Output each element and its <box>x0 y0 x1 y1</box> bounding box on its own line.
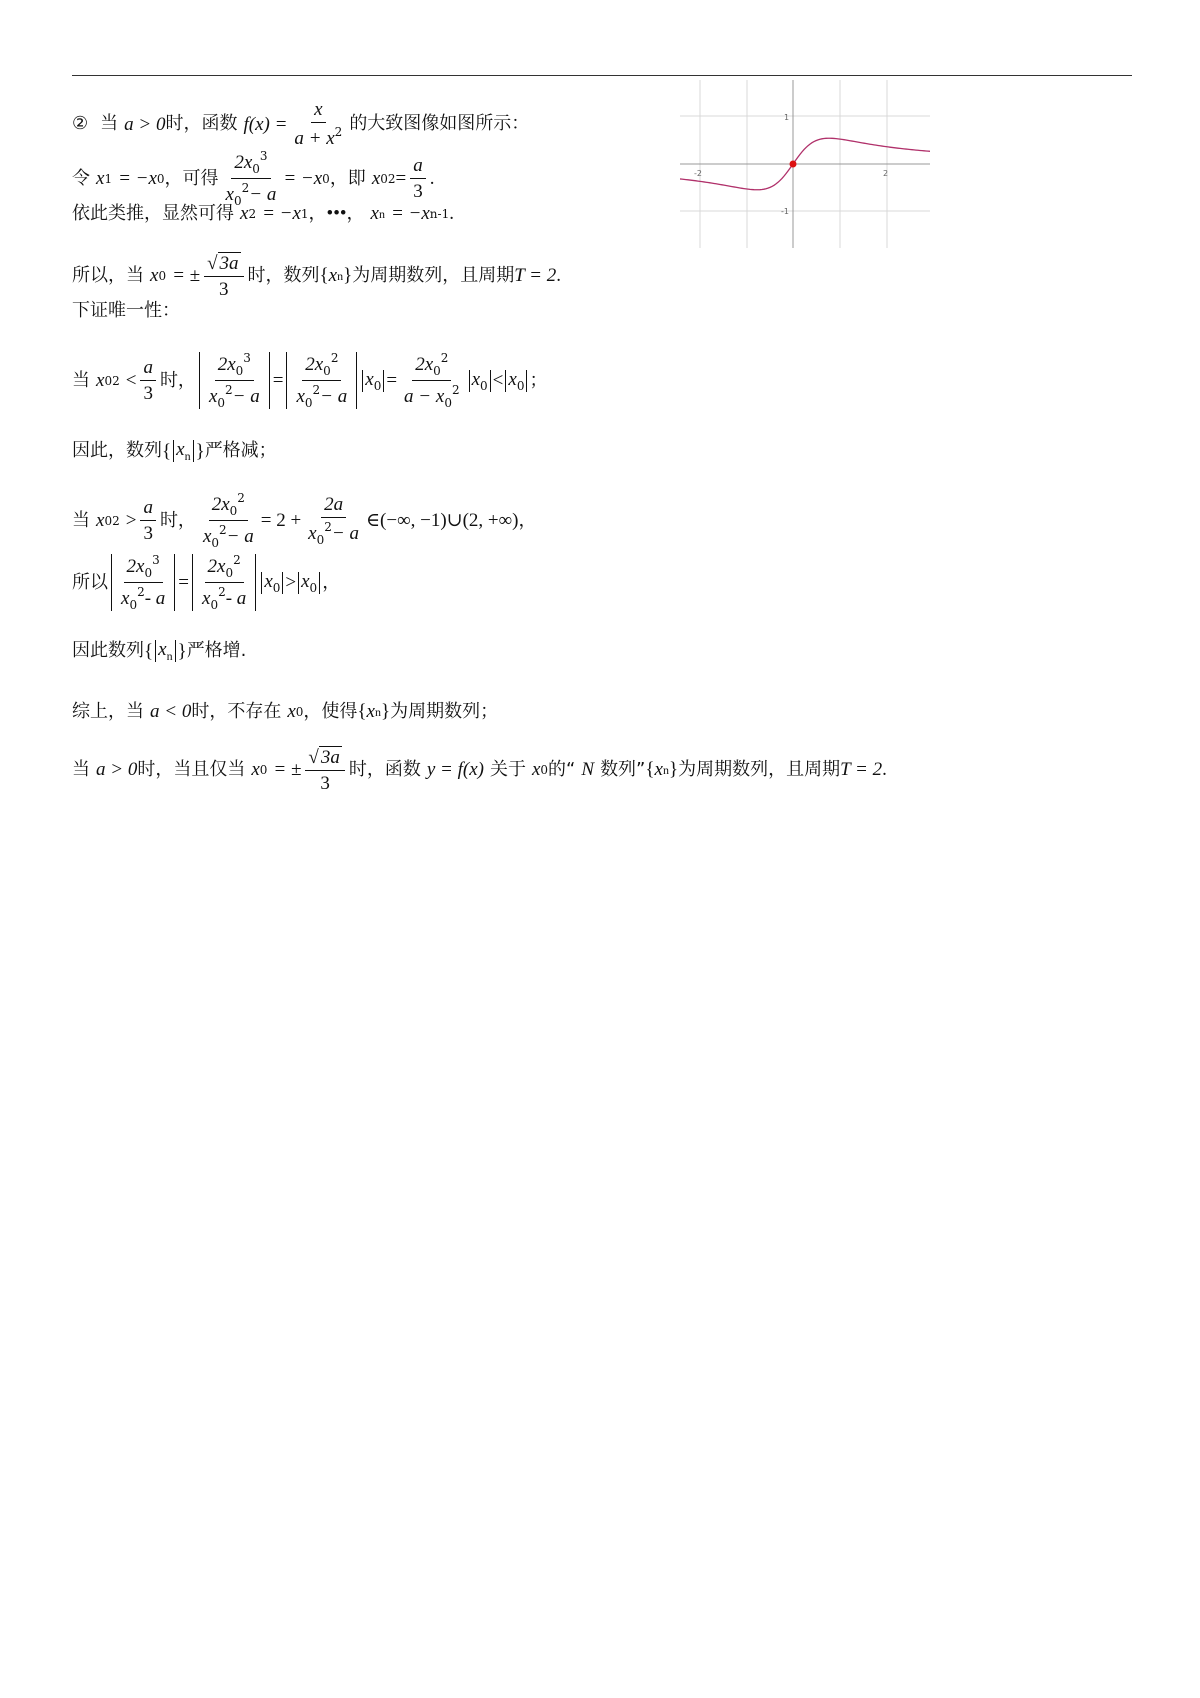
text: 当 <box>72 758 90 780</box>
line-3: 依此类推，显然可得 x 2 = −x 1 ， ••• ， x n = −x n-1 . <box>72 202 454 224</box>
text: 数列” <box>600 758 646 780</box>
text: 的“ <box>548 758 576 780</box>
fraction: $\frac{2x_0^3}{x_0^2- a}$ <box>225 149 277 208</box>
text: 时，数列 <box>247 264 320 286</box>
line-1 <box>72 100 529 148</box>
circled-number: ② <box>72 113 89 134</box>
text: 严格增. <box>186 640 247 661</box>
line-6: 当 x 0 2 < $\frac{a}{3}$ 时， $\frac{2x_0^3}{x_0^2- a}$ = $\frac{2x_0^2}{x_0^2- a}$ $x_0$ = $\frac{2x_0^2}{a - x_0^2}$ $x_0$ < $x_0$ ； <box>72 351 548 410</box>
tick-label-x-neg: -2 <box>694 169 702 178</box>
text: 当 <box>72 509 90 531</box>
absolute-value: $\frac{2x_0^2}{x_0^2- a}$ <box>286 352 357 409</box>
function-graph <box>680 80 930 248</box>
condition: a > 0 <box>124 113 166 135</box>
text: 时，当且仅当 <box>137 758 246 780</box>
text: 当 <box>72 369 90 391</box>
origin-point <box>790 161 797 168</box>
fraction: $\frac{x}{a + x^2}$ <box>294 99 343 149</box>
text: 时，函数 <box>165 113 238 134</box>
text: 严格减； <box>204 440 277 461</box>
text: 为周期数列，且周期 <box>352 264 515 286</box>
fraction: $\frac{a}{3}$ <box>410 156 426 201</box>
text: 当 <box>100 113 119 134</box>
text: 的大致图像如图所示： <box>349 113 530 134</box>
text: 所以 <box>72 571 108 593</box>
header-rule <box>72 75 1132 76</box>
text: 令 <box>72 167 90 189</box>
text: 时，函数 <box>348 758 421 780</box>
line-8: 当 x 0 2 > $\frac{a}{3}$ 时， $\frac{2x_0^2}{x_0^2- a}$ = 2 + $\frac{2a}{x_0^2- a}$ ∈(−∞, −1)∪(2, +∞) ， <box>72 491 537 550</box>
text: 所以，当 <box>72 264 144 286</box>
text: ，使得 <box>303 700 358 722</box>
absolute-value: $\frac{2x_0^3}{x_0^2- a}$ <box>199 352 270 409</box>
fraction: √ 3a 3 <box>204 252 243 299</box>
line-7: 因此，数列 { $x_n$ } 严格减； <box>72 439 277 463</box>
function-name: f(x) = <box>243 113 288 135</box>
line-9: 所以 $\frac{2x_0^3}{x_0^2- a}$ = $\frac{2x_0^2}{x_0^2- a}$ $x_0$ > $x_0$ ， <box>72 553 341 612</box>
text: 为周期数列，且周期 <box>678 758 841 780</box>
line-2: 令 x 1 = −x 0 ，可得 $\frac{2x_0^3}{x_0^2- a}$ = −x 0 ，即 x 0 2 = $\frac{a}{3}$ . <box>72 149 435 208</box>
text: 下证唯一性： <box>72 300 180 321</box>
text: 关于 <box>489 758 526 780</box>
tick-label-x-pos: 2 <box>883 169 889 178</box>
ellipsis: ••• <box>326 203 347 224</box>
text: 因此数列 <box>72 640 144 661</box>
line-10: 因此数列 { $x_n$ } 严格增. <box>72 639 247 663</box>
tick-label-y-pos: 1 <box>784 113 790 122</box>
text: ，可得 <box>164 167 219 189</box>
text: 综上，当 <box>72 700 144 722</box>
line-12: 当 a > 0 时，当且仅当 x 0 = ± √ 3a 3 时，函数 y = f(x) 关于 x 0 的“ N 数列” { x n } 为周期数列，且周期 T = 2 . <box>72 747 887 794</box>
line-5 <box>72 302 180 320</box>
axes <box>680 80 930 248</box>
text: 依此类推，显然可得 <box>72 202 234 224</box>
line-11: 综上，当 a < 0 时，不存在 x 0 ，使得 { x n } 为周期数列； <box>72 700 499 722</box>
text: ，即 <box>329 167 366 189</box>
text: 时，不存在 <box>191 700 282 722</box>
text: 为周期数列； <box>390 700 499 722</box>
tick-label-y-neg: -1 <box>781 207 789 216</box>
text: 因此，数列 <box>72 440 162 461</box>
line-4: 所以，当 x 0 = ± √ 3a 3 时，数列 { x n } 为周期数列，且周期 T = 2 . <box>72 253 561 300</box>
